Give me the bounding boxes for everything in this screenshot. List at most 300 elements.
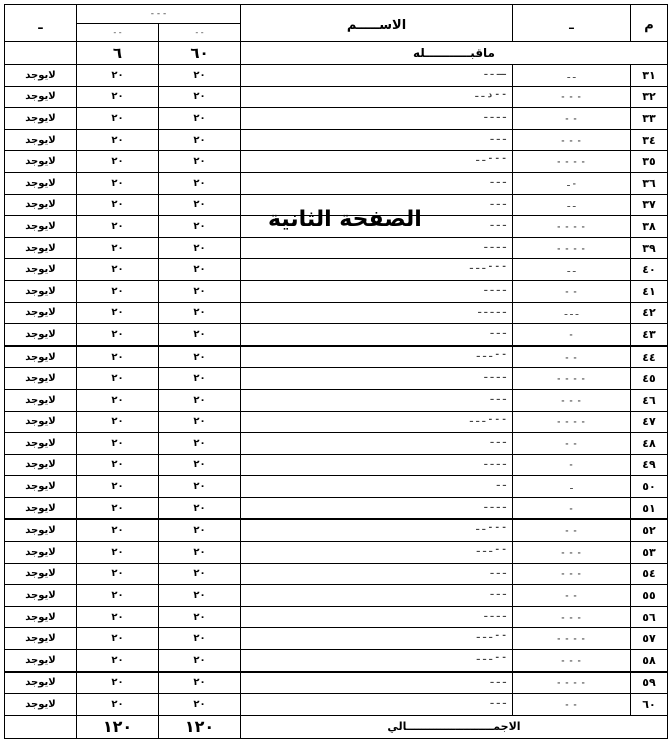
- student-code: - - - -: [557, 243, 586, 253]
- mark2-value: ٢٠: [111, 525, 124, 537]
- mark2-value: ٢٠: [111, 112, 124, 124]
- student-name: ـ ـ ـ - -: [476, 631, 506, 642]
- code-cell: [513, 650, 631, 672]
- name-cell: [241, 280, 513, 302]
- mark1-value: ٢٠: [193, 437, 206, 449]
- mark1-cell: [159, 86, 241, 108]
- mark2-cell: [77, 129, 159, 151]
- mark1-cell: [159, 650, 241, 672]
- student-code: ـ ـ: [567, 200, 576, 210]
- mark2-cell: [77, 172, 159, 194]
- table-row: [5, 433, 668, 455]
- note-cell: [5, 302, 77, 324]
- table-row: [5, 259, 668, 281]
- name-cell: [241, 237, 513, 259]
- mark2-cell: [77, 433, 159, 455]
- row-number: ٣٨: [642, 219, 656, 233]
- page-watermark: الصفحة الثانية: [268, 207, 422, 232]
- student-name: ـ ـ ـ ـ: [484, 609, 506, 620]
- student-code: - - - -: [557, 374, 586, 384]
- row-number: ٣٤: [642, 133, 656, 147]
- header-marks-cell: [77, 5, 241, 42]
- note-cell: [5, 324, 77, 346]
- row-number: ٥٠: [642, 480, 656, 494]
- table-row: [5, 497, 668, 519]
- total-mark1: ١٢٠: [159, 715, 241, 738]
- student-name: ـ ـ ـ: [490, 436, 506, 447]
- mark2-cell: [77, 694, 159, 716]
- name-cell: [241, 108, 513, 130]
- student-name: ـ ـ ـ ـ ـ: [478, 305, 506, 316]
- note-value: لايوجد: [25, 416, 56, 428]
- row-number-cell: [631, 628, 668, 650]
- mark1-value: ٢٠: [193, 307, 206, 319]
- code-cell: [513, 694, 631, 716]
- note-value: لايوجد: [25, 328, 56, 340]
- mark1-cell: [159, 542, 241, 564]
- mark1-cell: [159, 108, 241, 130]
- note-value: لايوجد: [25, 502, 56, 514]
- mark1-value: ٢٠: [193, 590, 206, 602]
- note-value: لايوجد: [25, 112, 56, 124]
- code-cell: [513, 563, 631, 585]
- table-row: [5, 129, 668, 151]
- note-cell: [5, 108, 77, 130]
- table-row: [5, 237, 668, 259]
- student-name: ـ ـ ـ ـ: [484, 500, 506, 511]
- mark1-cell: [159, 563, 241, 585]
- row-number-cell: [631, 694, 668, 716]
- mark2-value: ٢٠: [111, 156, 124, 168]
- table-row: [5, 86, 668, 108]
- code-cell: [513, 585, 631, 607]
- max-mark-1: ٦٠: [159, 42, 241, 65]
- mark2-value: ٢٠: [111, 134, 124, 146]
- name-cell: [241, 172, 513, 194]
- mark1-value: ٢٠: [193, 459, 206, 471]
- mark1-value: ٢٠: [193, 177, 206, 189]
- mark1-value: ٢٠: [193, 633, 206, 645]
- table-row: [5, 519, 668, 541]
- student-name: ـ ـ - - -: [476, 154, 506, 165]
- row-number: ٥٤: [642, 567, 656, 581]
- student-name: ـ ـ ـ ـ: [484, 457, 506, 468]
- mark2-cell: [77, 497, 159, 519]
- mark1-value: ٢٠: [193, 156, 206, 168]
- row-number: ٥٩: [642, 676, 656, 690]
- code-cell: [513, 280, 631, 302]
- mark1-value: ٢٠: [193, 220, 206, 232]
- row-number: ٤٢: [642, 306, 656, 320]
- student-code: - - -: [561, 547, 582, 557]
- mark1-cell: [159, 672, 241, 694]
- code-cell: [513, 172, 631, 194]
- note-cell: [5, 476, 77, 498]
- student-name: ـ ـ ـ: [490, 392, 506, 403]
- row-number-cell: [631, 86, 668, 108]
- total-row: [5, 715, 668, 738]
- mark2-value: ٢٠: [111, 654, 124, 666]
- row-number: ٥٢: [642, 524, 656, 538]
- header-marks-top: - - -: [77, 5, 240, 24]
- note-cell: [5, 129, 77, 151]
- name-cell: [241, 542, 513, 564]
- name-cell: [241, 672, 513, 694]
- mark2-cell: [77, 563, 159, 585]
- mark2-value: ٢٠: [111, 328, 124, 340]
- student-code: -: [569, 460, 574, 470]
- name-cell: [241, 324, 513, 346]
- table-row: [5, 476, 668, 498]
- note-value: لايوجد: [25, 373, 56, 385]
- student-code: - - - -: [557, 678, 586, 688]
- mark2-value: ٢٠: [111, 546, 124, 558]
- mark1-value: ٢٠: [193, 546, 206, 558]
- name-cell: [241, 650, 513, 672]
- mark2-cell: [77, 194, 159, 216]
- code-cell: [513, 324, 631, 346]
- table-row: [5, 151, 668, 173]
- note-cell: [5, 694, 77, 716]
- mark1-cell: [159, 454, 241, 476]
- mark2-value: ٢٠: [111, 481, 124, 493]
- row-number-cell: [631, 389, 668, 411]
- note-cell: [5, 454, 77, 476]
- row-number-cell: [631, 585, 668, 607]
- student-code: - - -: [561, 569, 582, 579]
- mark1-value: ٢٠: [193, 328, 206, 340]
- note-value: لايوجد: [25, 654, 56, 666]
- student-code: - - - -: [557, 417, 586, 427]
- row-number-cell: [631, 411, 668, 433]
- row-number-cell: [631, 606, 668, 628]
- code-cell: [513, 216, 631, 238]
- row-number-cell: [631, 237, 668, 259]
- header-left-cell: [5, 5, 77, 42]
- student-code: - - - -: [557, 157, 586, 167]
- row-number: ٣٣: [642, 111, 656, 125]
- mark2-value: ٢٠: [111, 285, 124, 297]
- note-cell: [5, 542, 77, 564]
- mark2-value: ٢٠: [111, 633, 124, 645]
- mark1-cell: [159, 324, 241, 346]
- note-value: لايوجد: [25, 134, 56, 146]
- row-number: ٤٤: [642, 350, 656, 364]
- mark2-cell: [77, 585, 159, 607]
- student-code: - - - -: [557, 634, 586, 644]
- note-cell: [5, 411, 77, 433]
- row-number: ٥٨: [642, 653, 656, 667]
- mark2-value: ٢٠: [111, 373, 124, 385]
- row-number-cell: [631, 476, 668, 498]
- note-cell: [5, 519, 77, 541]
- mark1-cell: [159, 194, 241, 216]
- student-name: ـ ـ ـ: [490, 566, 506, 577]
- mark1-cell: [159, 346, 241, 368]
- name-cell: [241, 563, 513, 585]
- note-cell: [5, 433, 77, 455]
- mark1-cell: [159, 628, 241, 650]
- student-name: ـ ـ: [496, 479, 506, 490]
- mark2-value: ٢٠: [111, 677, 124, 689]
- code-cell: [513, 259, 631, 281]
- note-value: لايوجد: [25, 307, 56, 319]
- row-number-cell: [631, 151, 668, 173]
- mark1-value: ٢٠: [193, 69, 206, 81]
- grades-table: [4, 4, 668, 739]
- mark2-value: ٢٠: [111, 416, 124, 428]
- mark2-cell: [77, 454, 159, 476]
- note-cell: [5, 86, 77, 108]
- student-code: -: [569, 503, 574, 513]
- row-number: ٣١: [642, 68, 656, 82]
- name-cell: [241, 433, 513, 455]
- mark1-value: ٢٠: [193, 677, 206, 689]
- name-cell: [241, 476, 513, 498]
- note-value: لايوجد: [25, 220, 56, 232]
- mark2-cell: [77, 259, 159, 281]
- student-code: - -: [565, 591, 578, 601]
- row-number-cell: [631, 497, 668, 519]
- student-code: ـ ـ: [567, 70, 576, 80]
- student-name: ـ ـ ـ - - -: [469, 414, 506, 425]
- student-code: - - -: [561, 612, 582, 622]
- name-cell: [241, 259, 513, 281]
- note-value: لايوجد: [25, 69, 56, 81]
- mark2-value: ٢٠: [111, 459, 124, 471]
- mark1-value: ٢٠: [193, 264, 206, 276]
- mark2-value: ٢٠: [111, 307, 124, 319]
- mark2-cell: [77, 86, 159, 108]
- mark1-cell: [159, 694, 241, 716]
- code-cell: [513, 368, 631, 390]
- name-cell: [241, 129, 513, 151]
- name-cell: [241, 151, 513, 173]
- mark1-cell: [159, 433, 241, 455]
- note-cell: [5, 389, 77, 411]
- student-name: ـ ـ ـ: [490, 219, 506, 230]
- name-cell: [241, 585, 513, 607]
- mark1-value: ٢٠: [193, 112, 206, 124]
- row-number-cell: [631, 519, 668, 541]
- mark2-cell: [77, 65, 159, 87]
- mark1-cell: [159, 389, 241, 411]
- name-cell: [241, 302, 513, 324]
- row-number-cell: [631, 346, 668, 368]
- note-cell: [5, 280, 77, 302]
- student-code: ـ: [570, 482, 573, 492]
- mark1-cell: [159, 368, 241, 390]
- code-cell: [513, 65, 631, 87]
- name-cell: [241, 389, 513, 411]
- mark1-cell: [159, 585, 241, 607]
- table-row: [5, 563, 668, 585]
- mark1-value: ٢٠: [193, 351, 206, 363]
- mark2-cell: [77, 672, 159, 694]
- mark2-value: ٢٠: [111, 351, 124, 363]
- mark2-cell: [77, 151, 159, 173]
- mark1-cell: [159, 476, 241, 498]
- note-value: لايوجد: [25, 91, 56, 103]
- mark2-cell: [77, 324, 159, 346]
- row-number-cell: [631, 280, 668, 302]
- student-code: - -: [565, 286, 578, 296]
- row-number: ٣٧: [642, 198, 656, 212]
- header-left-label: ـ: [38, 17, 43, 33]
- mark1-value: ٢٠: [193, 285, 206, 297]
- mark1-value: ٢٠: [193, 699, 206, 711]
- name-cell: [241, 65, 513, 87]
- mark2-cell: [77, 108, 159, 130]
- name-cell: [241, 86, 513, 108]
- name-cell: [241, 411, 513, 433]
- row-number-cell: [631, 172, 668, 194]
- code-cell: [513, 108, 631, 130]
- mark2-cell: [77, 606, 159, 628]
- note-cell: [5, 237, 77, 259]
- mark2-cell: [77, 302, 159, 324]
- note-value: لايوجد: [25, 699, 56, 711]
- name-cell: [241, 694, 513, 716]
- table-row: [5, 65, 668, 87]
- mark2-value: ٢٠: [111, 69, 124, 81]
- table-row: [5, 606, 668, 628]
- table-row: [5, 172, 668, 194]
- table-row: [5, 672, 668, 694]
- row-number-cell: [631, 542, 668, 564]
- code-cell: [513, 606, 631, 628]
- code-cell: [513, 302, 631, 324]
- row-number-cell: [631, 563, 668, 585]
- code-cell: [513, 86, 631, 108]
- student-name: ـــ ـ ـ: [484, 68, 506, 78]
- mark1-value: ٢٠: [193, 568, 206, 580]
- row-number-cell: [631, 302, 668, 324]
- mark1-value: ٢٠: [193, 502, 206, 514]
- total-mark2: ١٢٠: [77, 715, 159, 738]
- header-code-cell: [513, 5, 631, 42]
- table-row: [5, 411, 668, 433]
- note-cell: [5, 368, 77, 390]
- mark1-cell: [159, 259, 241, 281]
- code-cell: [513, 411, 631, 433]
- mark2-value: ٢٠: [111, 199, 124, 211]
- note-value: لايوجد: [25, 199, 56, 211]
- row-number: ٦٠: [642, 698, 656, 712]
- mark1-value: ٢٠: [193, 654, 206, 666]
- student-name: ـ ـ ـ: [490, 175, 506, 186]
- student-code: - - -: [561, 655, 582, 665]
- note-cell: [5, 259, 77, 281]
- name-cell: [241, 346, 513, 368]
- student-name: ـ ـ ـ - -: [476, 349, 506, 360]
- code-cell: [513, 346, 631, 368]
- note-value: لايوجد: [25, 437, 56, 449]
- table-row: [5, 628, 668, 650]
- student-code: - -: [565, 526, 578, 536]
- mark2-cell: [77, 411, 159, 433]
- header-marks-sub-right: - -: [158, 24, 240, 42]
- mark2-cell: [77, 346, 159, 368]
- mark1-value: ٢٠: [193, 134, 206, 146]
- mark1-value: ٢٠: [193, 91, 206, 103]
- name-cell: [241, 368, 513, 390]
- code-cell: [513, 129, 631, 151]
- note-cell: [5, 194, 77, 216]
- note-value: لايوجد: [25, 394, 56, 406]
- subheader-label: ماقبـــــــــــله: [241, 42, 668, 65]
- row-number: ٤٠: [642, 263, 656, 277]
- table-row: [5, 585, 668, 607]
- row-number: ٥١: [642, 501, 656, 515]
- header-num-label: م: [644, 17, 654, 33]
- note-cell: [5, 628, 77, 650]
- name-cell: [241, 497, 513, 519]
- row-number-cell: [631, 216, 668, 238]
- student-code: - -: [565, 113, 578, 123]
- mark1-cell: [159, 606, 241, 628]
- mark1-value: ٢٠: [193, 199, 206, 211]
- header-name-cell: [241, 5, 513, 42]
- note-cell: [5, 65, 77, 87]
- mark2-value: ٢٠: [111, 91, 124, 103]
- row-number: ٣٦: [642, 176, 656, 190]
- name-cell: [241, 606, 513, 628]
- table-row: [5, 346, 668, 368]
- row-number: ٤٥: [642, 372, 656, 386]
- note-value: لايوجد: [25, 459, 56, 471]
- mark1-cell: [159, 411, 241, 433]
- mark2-cell: [77, 650, 159, 672]
- mark2-cell: [77, 280, 159, 302]
- note-value: لايوجد: [25, 264, 56, 276]
- mark2-cell: [77, 216, 159, 238]
- mark1-cell: [159, 497, 241, 519]
- mark1-value: ٢٠: [193, 394, 206, 406]
- row-number-cell: [631, 454, 668, 476]
- note-cell: [5, 650, 77, 672]
- student-name: ـ ـ ـ - - -: [469, 262, 506, 273]
- row-number-cell: [631, 108, 668, 130]
- mark2-value: ٢٠: [111, 437, 124, 449]
- student-code: - -: [565, 352, 578, 362]
- code-cell: [513, 519, 631, 541]
- student-name: ـ ـ ـ: [490, 675, 506, 686]
- student-code: ـ ـ ـ: [564, 308, 579, 318]
- student-name: ـ ـ ـ: [490, 588, 506, 599]
- row-number: ٣٥: [642, 155, 656, 169]
- code-cell: [513, 542, 631, 564]
- mark1-cell: [159, 129, 241, 151]
- note-cell: [5, 672, 77, 694]
- mark1-value: ٢٠: [193, 373, 206, 385]
- student-name: ـ ـ ـ ـ: [484, 371, 506, 382]
- row-number: ٤٩: [642, 458, 656, 472]
- header-num-cell: [631, 5, 668, 42]
- student-name: ـ ـ ـ: [490, 132, 506, 143]
- mark2-value: ٢٠: [111, 502, 124, 514]
- mark1-cell: [159, 65, 241, 87]
- mark2-value: ٢٠: [111, 242, 124, 254]
- row-number: ٥٦: [642, 610, 656, 624]
- note-value: لايوجد: [25, 285, 56, 297]
- row-number-cell: [631, 368, 668, 390]
- note-value: لايوجد: [25, 525, 56, 537]
- note-value: لايوجد: [25, 590, 56, 602]
- student-name: ـ ـ - - -: [476, 523, 506, 534]
- header-marks-sub-left: - -: [113, 27, 122, 37]
- total-label: الاجمـــــــــــــــــــــــالي: [241, 715, 668, 738]
